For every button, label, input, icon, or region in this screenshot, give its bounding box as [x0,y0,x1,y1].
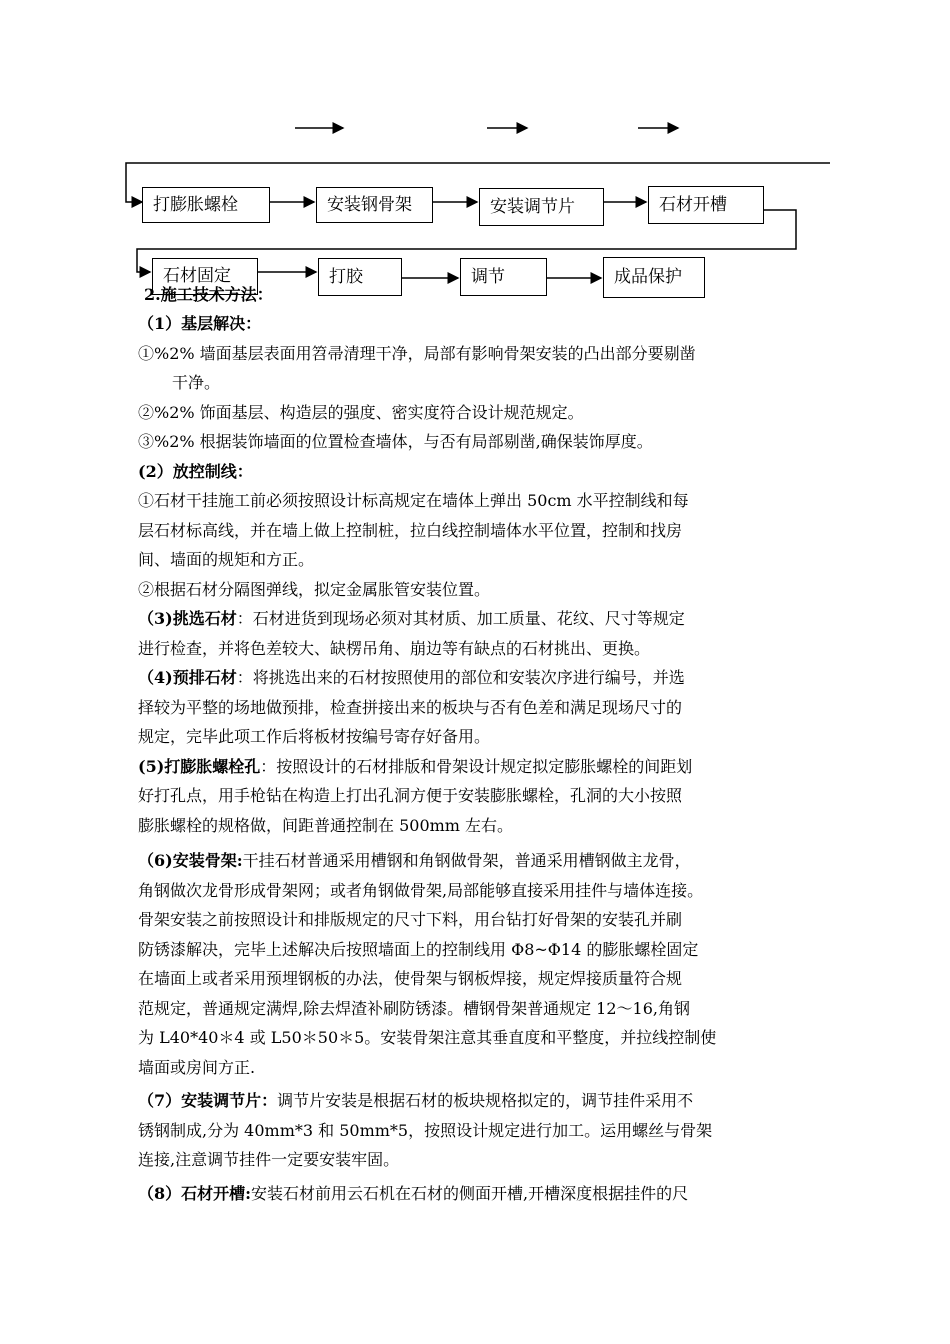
paragraph: 角钢做次龙骨形成骨架网；或者角钢做骨架,局部能够直接采用挂件与墙体连接。 [138,880,704,900]
section-title: （8）石材开槽: [138,1183,252,1203]
paragraph: 锈钢制成,分为 40mm*3 和 50mm*5，按照设计规定进行加工。运用螺丝与骨架 [138,1120,713,1140]
process-flowchart [0,0,950,310]
paragraph: 防锈漆解决，完毕上述解决后按照墙面上的控制线用 Φ8~Φ14 的膨胀螺栓固定 [138,939,699,959]
section-title: （1）基层解决： [138,314,262,333]
paragraph: 择较为平整的场地做预排，检查拼接出来的板块与否有色差和满足现场尺寸的 [138,697,683,717]
paragraph: 规定，完毕此项工作后将板材按编号寄存好备用。 [138,727,491,746]
paragraph: 连接,注意调节挂件一定要安装牢固。 [138,1150,400,1169]
flow-step-label: 打膨胀螺栓 [153,194,238,215]
section-title: （6)安装骨架: [138,851,243,870]
paragraph: 好打孔点，用手枪钻在构造上打出孔洞方便于安装膨胀螺栓，孔洞的大小按照 [138,786,683,805]
body-text [138,280,818,1208]
section-heading: 2.施工技术方法： [144,285,273,304]
section-title: （4)预排石材 [138,668,237,687]
section-title: （3)挑选石材 [138,609,237,628]
paragraph: ：将挑选出来的石材按照使用的部位和安装次序进行编号，并选 [236,668,685,687]
paragraph: ①%2% 墙面基层表面用笤帚清理干净，局部有影响骨架安装的凸出部分要剔凿 [138,343,696,363]
paragraph: 层石材标高线，并在墙上做上控制桩，拉白线控制墙体水平位置，控制和找房 [138,520,683,540]
paragraph: ：石材进货到现场必须对其材质、加工质量、花纹、尺寸等规定 [236,609,685,628]
paragraph: 进行检查，并将色差较大、缺楞吊角、崩边等有缺点的石材挑出、更换。 [138,638,651,658]
flow-step-label: 成品保护 [614,267,682,287]
paragraph: ①石材干挂施工前必须按照设计标高规定在墙体上弹出 50cm 水平控制线和每 [138,491,689,510]
section-title: (5)打膨胀螺栓孔 [138,756,261,776]
paragraph: 间、墙面的规矩和方正。 [138,550,315,569]
flow-step-label: 石材开槽 [659,194,727,215]
flow-step-4 [648,186,764,224]
paragraph: 调节片安装是根据石材的板块规格拟定的，调节挂件采用不 [277,1091,694,1110]
paragraph: 墙面或房间方正. [138,1057,256,1077]
paragraph: 干挂石材普通采用槽钢和角钢做骨架，普通采用槽钢做主龙骨， [242,851,691,870]
paragraph: ②根据石材分隔图弹线，拟定金属胀管安装位置。 [138,579,491,599]
section-title: (2）放控制线： [138,461,253,481]
paragraph: 在墙面上或者采用预埋钢板的办法，使骨架与钢板焊接，规定焊接质量符合规 [138,969,683,988]
flow-step-label: 安装钢骨架 [327,194,412,215]
section-title: （7）安装调节片： [138,1091,278,1110]
flow-step-label: 石材固定 [163,266,231,286]
paragraph: 为 L40*40＊4 或 L50＊50＊5。安装骨架注意其垂直度和平整度，并拉线控制使 [138,1028,717,1047]
paragraph: ：按照设计的石材排版和骨架设计规定拟定膨胀螺栓的间距划 [260,756,693,776]
flow-step-label: 打胶 [329,266,363,287]
paragraph: 干净。 [172,373,221,392]
paragraph: 范规定，普通规定满焊,除去焊渣补刷防锈漆。槽钢骨架普通规定 12～16,角钢 [138,998,690,1018]
flow-step-2 [316,187,433,223]
paragraph: ②%2% 饰面基层、构造层的强度、密实度符合设计规范规定。 [138,402,584,422]
paragraph: 骨架安装之前按照设计和排版规定的尺寸下料，用台钻打好骨架的安装孔并刷 [138,910,683,929]
paragraph: 安装石材前用云石机在石材的侧面开槽,开槽深度根据挂件的尺 [251,1183,689,1203]
flow-step-label: 调节 [471,266,505,287]
flow-step-3 [479,188,604,226]
paragraph: 膨胀螺栓的规格做，间距普通控制在 500mm 左右。 [138,815,514,835]
paragraph: ③%2% 根据装饰墙面的位置检查墙体，与否有局部剔凿,确保装饰厚度。 [138,432,653,451]
flow-step-label: 安装调节片 [490,196,575,217]
flow-step-1 [142,187,270,223]
